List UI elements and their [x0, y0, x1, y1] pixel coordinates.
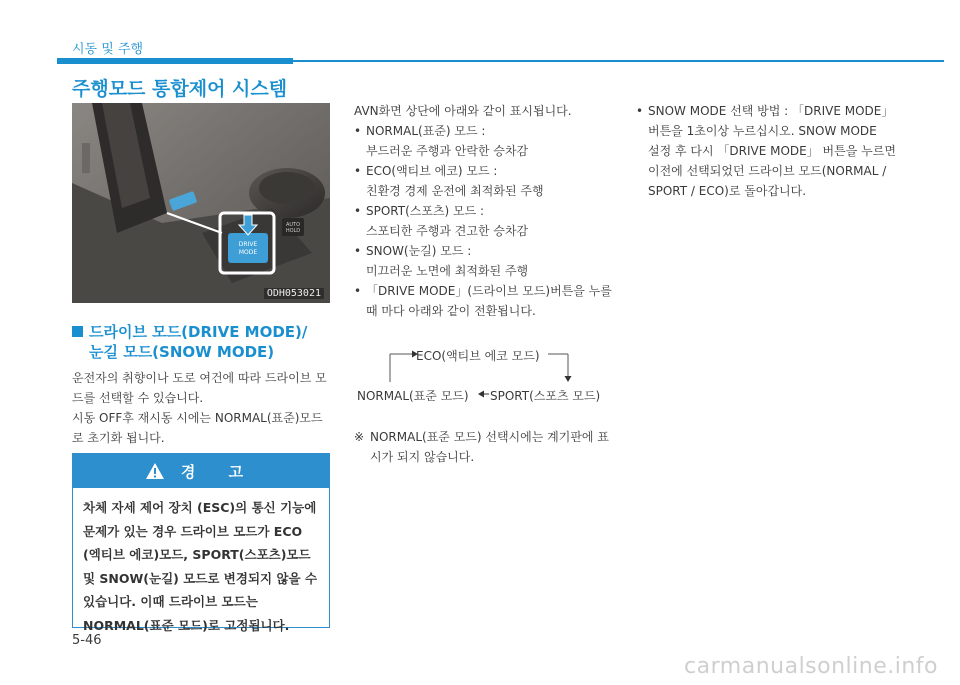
mode-desc: 스포티한 주행과 견고한 승차감	[366, 224, 529, 238]
mode-name: NORMAL(표준) 모드 :	[366, 124, 486, 138]
section-label: 시동 및 주행	[72, 42, 144, 57]
warning-header	[73, 454, 329, 488]
auto-hold-label-1: AUTO	[285, 222, 301, 228]
warning-triangle-icon	[145, 462, 165, 480]
drive-mode-button-label-1: DRIVE	[238, 241, 258, 248]
snow-line-2: 버튼을 1초이상 누르십시오. SNOW MODE	[648, 124, 877, 138]
list-item	[354, 241, 616, 281]
page-title: 주행모드 통합제어 시스템	[72, 78, 288, 100]
snow-line-4: 이전에 선택되었던 드라이브 모드(NORMAL /	[648, 164, 887, 178]
snow-mode-instructions	[636, 101, 906, 201]
heading-square-icon	[72, 326, 83, 337]
auto-hold-label-2: HOLD	[285, 228, 301, 234]
console-photo	[72, 103, 330, 303]
heading-line-1: 드라이브 모드(DRIVE MODE)/	[89, 323, 308, 341]
intro-paragraph: 운전자의 취향이나 도로 여건에 따라 드라이브 모드를 선택할 수 있습니다.	[72, 371, 327, 405]
mode-desc: 친환경 경제 운전에 최적화된 주행	[366, 184, 544, 198]
note-text: NORMAL(표준 모드) 선택시에는 계기판에 표시가 되지 않습니다.	[370, 430, 609, 464]
arrow-to-normal-icon	[478, 391, 484, 398]
list-item	[354, 281, 616, 321]
photo-code: ODH053021	[264, 288, 324, 299]
snow-line-5: SPORT / ECO)로 돌아갑니다.	[648, 184, 807, 198]
page-number: 5-46	[72, 633, 102, 648]
arrow-to-sport-icon	[565, 376, 572, 382]
list-item	[636, 101, 906, 201]
warning-box	[72, 453, 330, 633]
diagram-sport: SPORT(스포츠 모드)	[490, 389, 601, 403]
mode-name: ECO(액티브 에코) 모드 :	[366, 164, 498, 178]
mode-desc: 부드러운 주행과 안락한 승차감	[366, 144, 529, 158]
drive-mode-heading	[72, 322, 332, 362]
warning-text: 차체 자세 제어 장치 (ESC)의 통신 기능에 문제가 있는 경우 드라이브 모드가 ECO (엑티브 에코)모드, SPORT(스포츠)모드 및 SNOW(눈길) 모드로 변경되지 않을 수 있습니다. 이때 드라이브 모드는 NORMAL(표준 모드)로 고정됩니다.	[83, 500, 318, 633]
mode-desc: 미끄러운 노면에 최적화된 주행	[366, 264, 529, 278]
snow-line-3: 설정 후 다시 「DRIVE MODE」 버튼을 누르면	[648, 144, 896, 158]
mode-name: 「DRIVE MODE」(드라이브 모드)버튼을 누를	[366, 284, 612, 298]
list-item	[354, 161, 616, 201]
mode-name: SPORT(스포츠) 모드 :	[366, 204, 485, 218]
warning-title: 경 고	[180, 462, 258, 481]
mode-desc: 때 마다 아래와 같이 전환됩니다.	[366, 304, 536, 318]
header-rule-accent	[57, 58, 293, 64]
note	[354, 427, 616, 467]
watermark: carmanualsonline.info	[684, 654, 938, 679]
list-item	[354, 121, 616, 161]
diagram-normal: NORMAL(표준 모드)	[357, 389, 469, 403]
avn-intro: AVN화면 상단에 아래와 같이 표시됩니다.	[354, 104, 572, 118]
note-mark: ※	[354, 430, 365, 444]
drive-mode-button-label-2: MODE	[238, 249, 258, 256]
reset-paragraph: 시동 OFF후 재시동 시에는 NORMAL(표준)모드로 초기화 됩니다.	[72, 411, 323, 445]
heading-line-2: 눈길 모드(SNOW MODE)	[89, 343, 275, 361]
list-item	[354, 201, 616, 241]
diagram-eco: ECO(액티브 에코 모드)	[416, 349, 540, 363]
mode-list	[354, 121, 616, 321]
mode-name: SNOW(눈길) 모드 :	[366, 244, 472, 258]
snow-line-1: • SNOW MODE 선택 방법 : 「DRIVE MODE」	[648, 104, 894, 118]
